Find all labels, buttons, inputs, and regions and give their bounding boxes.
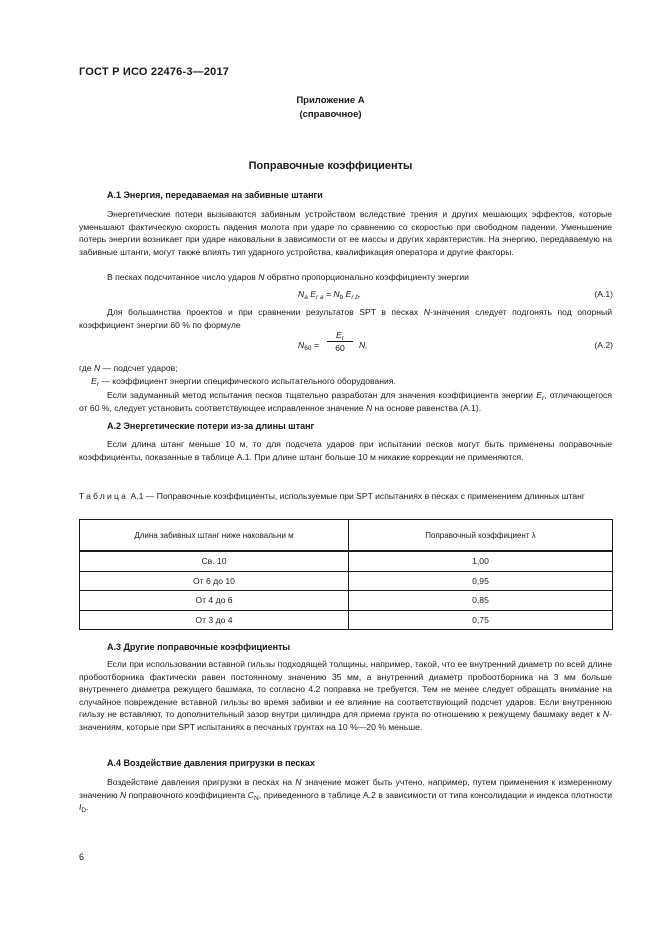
main-title: Поправочные коэффициенты	[248, 160, 413, 172]
fraction-bar	[327, 341, 353, 342]
section-a4-heading: А.4 Воздействие давления пригрузки в песках	[107, 758, 315, 768]
annex-note: (справочное)	[299, 109, 362, 120]
equation-a1-number: (А.1)	[594, 289, 613, 299]
table-row	[80, 610, 613, 630]
section-a2-heading: А.2 Энергетические потери из-за длины штанг	[107, 421, 315, 431]
equation-a1-formula: $N_a$ $E_{r a} = N_b$ $E_{r b}$.	[298, 289, 362, 301]
equation-a2-lhs: $N_{60}$ =	[298, 340, 319, 352]
section-a1-paragraph-3: Для большинства проектов и при сравнении результатов SPT в песках N-значения следует подгонять под опорный коэффициент энергии 60 % по формуле	[79, 307, 612, 330]
page-number: 6	[79, 852, 85, 862]
where-er-definition: $E_r$ — коэффициент энергии специфического испытательного оборудования.	[91, 376, 396, 388]
section-a4-paragraph-1: Воздействие давления пригрузки в песках на N значение может быть учтено, например, путем применения к измеренному значению N поправочного коэффициента $C_N$, приведенного в таблице А.2 в зависимости от типа консолидации и индекса плотности $I_D$.	[79, 777, 612, 815]
annex-title: Приложение А	[296, 95, 365, 106]
fraction-numerator: $E_r$	[336, 330, 344, 342]
table-row	[80, 591, 613, 611]
section-a1-heading: А.1 Энергия, передаваемая на забивные штанги	[107, 190, 323, 200]
equation-a2-rhs: N,	[359, 340, 368, 350]
cell-rod-length: Св. 10	[80, 551, 349, 571]
column-header-rod-length: Длина забивных штанг ниже наковальни м	[80, 520, 349, 552]
table-row	[80, 551, 613, 571]
table-a1	[79, 519, 613, 630]
table-header-row	[80, 520, 613, 552]
cell-rod-length: От 3 до 4	[80, 610, 349, 630]
fraction-denominator: 60	[335, 343, 345, 353]
cell-rod-length: От 4 до 6	[80, 591, 349, 611]
table-row	[80, 571, 613, 591]
section-a1-paragraph-4: Если задуманный метод испытания песков тщательно разработан для значения коэффициента энергии $E_r$, отличающегося от 60 %, следует установить соответствующее исправленное значение N на основе равенства (А.1).	[79, 390, 612, 413]
cell-coefficient: 0,85	[349, 591, 613, 611]
equation-a2-number: (А.2)	[594, 340, 613, 350]
column-header-correction-coefficient: Поправочный коэффициент λ	[349, 520, 613, 552]
cell-rod-length: От 6 до 10	[80, 571, 349, 591]
document-code: ГОСТ Р ИСО 22476-3—2017	[79, 66, 230, 78]
table-a1-caption: Таблица А.1 — Поправочные коэффициенты, используемые при SPT испытаниях в песках с применением длинных штанг	[79, 491, 585, 501]
section-a1-paragraph-2: В песках подсчитанное число ударов N обратно пропорционально коэффициенту энергии	[107, 272, 469, 282]
section-a2-paragraph-1: Если длина штанг меньше 10 м, то для подсчета ударов при испытании песков могут быть применены поправочные коэффициенты, показанные в таблице А.1. При длине штанг больше 10 м никакие коррекции не применяются.	[79, 439, 612, 462]
section-a1-paragraph-1: Энергетические потери вызываются забивным устройством вследствие трения и других мешающих эффектов, которые уменьшают фактическую скорость падения молота при ударе по сравнению со скоростью при свободном падении. Уменьшение потерь энергии возникает при ударе наковальни в зависимости от ее массы и других характеристик. На энергию, передаваемую на забивные штанги, могут также влиять тип ударного устройства, квалификация оператора и другие факторы.	[79, 209, 612, 257]
section-a3-heading: А.3 Другие поправочные коэффициенты	[107, 642, 291, 652]
equation-a2-fraction	[325, 330, 355, 353]
section-a3-paragraph-1: Если при использовании вставной гильзы подходящей толщины, например, такой, что ее внутренний диаметр по всей длине пробоотборника фактически равен постоянному значению 35 мм, а внутренний диаметр пробоотборника на 3 мм больше внутреннего диаметра режущего башмака, то согласно 4.2 поправка не требуется. Тем не менее следует обращать внимание на случайное повреждение вставной гильзы во время забивки и ее влияние на соответствующий подсчет ударов. Если внутреннюю гильзу не вставляют, то дополнительный зазор внутри цилиндра для приема грунта по отношению к режущему башмаку ведет к N-значениям, которые при SPT испытаниях в песчаных грунтах на 10 %—20 % меньше.	[79, 659, 612, 732]
where-n-definition: где N — подсчет ударов;	[79, 363, 178, 373]
cell-coefficient: 0,95	[349, 571, 613, 591]
cell-coefficient: 0,75	[349, 610, 613, 630]
cell-coefficient: 1,00	[349, 551, 613, 571]
